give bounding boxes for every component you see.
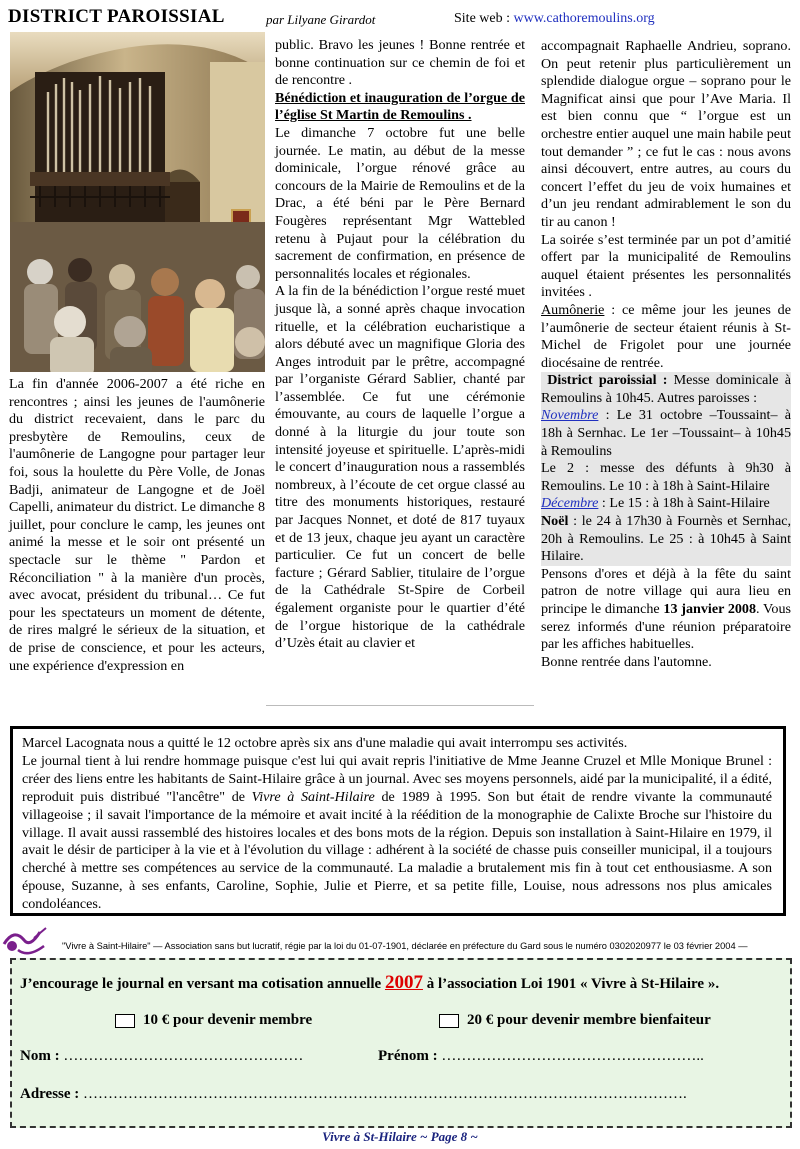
closing-line: Bonne rentrée dans l'automne. (541, 653, 712, 670)
nom-dots[interactable]: ………………………………………… (63, 1048, 304, 1064)
obituary-body (22, 753, 772, 914)
association-legal-line: "Vivre à Saint-Hilaire" — Association sans but lucratif, régie par la loi du 01-07-1901, déclarée en préfecture du Gard sous le numéro 0302020977 le 03 février 2004 — (62, 941, 748, 951)
option-member[interactable] (115, 1012, 312, 1029)
column-1 (9, 376, 265, 675)
benefactor-checkbox[interactable] (439, 1014, 459, 1028)
obituary-box (10, 726, 786, 916)
form-year: 2007 (384, 972, 423, 993)
nom-field[interactable] (20, 1048, 303, 1065)
journal-name: Vivre à Saint-Hilaire (251, 788, 375, 805)
organ-paragraph-1: Le dimanche 7 octobre fut une belle journée. Le matin, au début de la messe dominicale, l’orgue rénové grâce au concours de la Mairie de Remoulins et de la Drac, a été béni par le Père Bernard Fougères représentant Mgr Wattebled retenu à Pujaut pour la célébration du sacrement de confirmation, en présence de personnalités locales et régionales. (275, 124, 525, 282)
column-2 (275, 37, 525, 653)
decembre-text: : Le 15 : à 18h à Saint-Hilaire (598, 495, 770, 512)
novembre-link[interactable]: Novembre (541, 407, 599, 424)
noel-text: : le 24 à 17h30 à Fournès et Sernhac, 20h à Remoulins. Le 25 : à 10h45 à Saint Hilaire. (541, 513, 791, 565)
website-link[interactable]: www.cathoremoulins.org (513, 11, 655, 26)
patron-text-1: Pensons d'ores et déjà à la fête du saint patron de notre village qui aura lieu en principe le dimanche (541, 565, 791, 617)
obituary-text (22, 735, 772, 914)
prenom-label: Prénom : (378, 1048, 442, 1064)
patron-date: 13 janvier 2008 (663, 601, 757, 617)
district-label: District paroissial : (547, 372, 668, 389)
association-logo-icon (0, 924, 50, 960)
organ-photo-image (10, 32, 265, 372)
nom-label: Nom : (20, 1048, 64, 1064)
concert-paragraph: accompagnait Raphaelle Andrieu, soprano. On peut retenir plus particulièrement un splendide dialogue orgue – soprano pour le Magnificat ainsi que pour l’Ave Maria. Il est bien connu que “ l’orgue est un orchestre entier auquel une main habile peut tout demander ” ; ce fut le cas : nous avons ainsi découvert, entre autres, au cours du concert l’effet du jeu de voix humaines et d’un jeu rendant admirablement le son du tir au canon ! (541, 38, 791, 230)
prenom-field[interactable] (378, 1048, 704, 1065)
patron-text-2: . Vous serez informés d'une réunion préparatoire par les affiches habituelles. (541, 601, 791, 653)
logo-graphic (0, 924, 50, 960)
column-3 (541, 38, 791, 671)
le2-text: Le 2 : messe des défunts à 9h30 à Remoulins. Le 10 : à 18h à Saint-Hilaire (541, 460, 791, 494)
page-footer: Vivre à St-Hilaire ~ Page 8 ~ (322, 1129, 478, 1144)
website-label: Site web : (454, 11, 514, 26)
form-headline-b: à l’association Loi 1901 « Vivre à St-Hilaire ». (422, 976, 720, 992)
aumonerie-paragraph (541, 302, 791, 372)
novembre-text: : Le 31 octobre –Toussaint– à 18h à Sernhac. Le 1er –Toussaint– à 10h45 à Remoulins (541, 407, 791, 459)
option-benefactor[interactable] (439, 1012, 711, 1029)
noel-label: Noël (541, 513, 569, 530)
mass-schedule (541, 372, 791, 566)
organ-photo (10, 32, 265, 372)
organ-heading: Bénédiction et inauguration de l’orgue de l’église St Martin de Remoulins . (275, 89, 525, 124)
obituary-body-b: de 1989 à 1995. Son but était de rendre vivante la communauté villageoise ; il savait l'importance de la mémoire et avait incité à la réédition de la monographie de Calixte Broche sur l'histoire du village. Il avait aussi rassemblé des histoires locales et des bons mots de la région. Depuis son installation à Saint-Hilaire en 1979, il avait le désir de participer à la vie et à l'évolution du village : adhérent à la société de chasse puis conseiller municipal, il a toujours cherché à mettre ses compétences au service de la communauté. La maladie a brutalement mis fin à tout cet enthousiasme. A son épouse, Suzanne, à ses enfants, Caroline, Sophie, Julie et Pierre, et sa petite fille, Louise, nous adressons nos plus amicales condoléances. (22, 788, 772, 913)
option-benefactor-label: 20 € pour devenir membre bienfaiteur (467, 1012, 711, 1028)
decembre-link[interactable]: Décembre (541, 495, 599, 512)
website-line (454, 11, 655, 27)
adresse-dots[interactable]: …………………………………………………………………………………………………………. (83, 1086, 687, 1102)
form-headline (20, 972, 719, 994)
patron-feast-paragraph (541, 566, 791, 654)
page-title: DISTRICT PAROISSIAL (8, 6, 225, 27)
adresse-field[interactable] (20, 1086, 687, 1103)
aumonerie-label: Aumônerie (541, 301, 605, 318)
prenom-dots[interactable]: …………………………………………….. (441, 1048, 704, 1064)
aumonerie-text: : ce même jour les jeunes de l’aumônerie de secteur étaient réunis à St-Michel de Frigolet pour une journée diocésaine de rentrée. (541, 301, 791, 371)
member-checkbox[interactable] (115, 1014, 135, 1028)
author-byline: par Lilyane Girardot (266, 12, 376, 27)
obituary-line-1: Marcel Lacognata nous a quitté le 12 octobre après six ans d'une maladie qui avait interrompu ses activités. (22, 735, 628, 751)
aumonerie-camp-paragraph: La fin d'année 2006-2007 a été riche en rencontres ; ainsi les jeunes de l'aumônerie du district recevaient, dans le parc du presbytère de Remoulins, ceux de l'aumônerie de Langogne pour partager leur foi, sous la houlette du Père Volle, de Jonas Badji, animateur de Langogne et de Joël Capelli, animateur du district. Le dimanche 8 juillet, pour conclure le camp, les jeunes ont animé la messe et le soir ont présenté un spectacle sur le thème " Pardon et Réconciliation " à la manière d'un procès, avec avocat, président du tribunal… Ce fut pour les spectateurs un moment de détente, de rires malgré le sérieux de la situation, et de prise de conscience, et pour les acteurs, une expérience d'expression en (9, 376, 265, 674)
organ-paragraph-2: A la fin de la bénédiction l’orgue resté muet jusque là, a sonné après chaque invocation rituelle, et la célébration eucharistique a alors débuté avec un magnifique Gloria des Anges introduit par le prêtre, accompagné par l’organiste Gérard Sablier, chanté par l’assemblée. Ce fut une cérémonie émouvante, au cours de laquelle l’orgue a donné à la liturgie du jour toute son intensité joyeuse et spirituelle. L’après-midi le concert d’inauguration nous a rassemblés nombreux, à l’écoute de cet orgue classé au titre des monuments historiques, restauré par Jacques Nonnet, et doté de 817 tuyaux et de 13 jeux, chaque jeu ayant un caractère particulier. Ce fut un concert de belle facture ; Gérard Sablier, titulaire de l’orgue de la Cathédrale St-Spire de Corbeil également organiste pour le quartier d’été de l’orgue historique de la cathédrale d’Uzès était au clavier et (275, 283, 525, 652)
col2-intro: public. Bravo les jeunes ! Bonne rentrée et bonne continuation sur ce chemin de foi et de rencontre . (275, 37, 525, 89)
obituary-body-a: Le journal tient à lui rendre hommage puisque c'est lui qui avait repris l'initiative de Mme Jeanne Cruzel et Mlle Monique Brunel : créer des liens entre les habitants de Saint-Hilaire grâce à un journal. Avec ses moyens personnels, aidé par la municipalité, il a édité, reproduit puis distribué "l'ancêtre" de (22, 752, 772, 805)
district-text: Messe dominicale à Remoulins à 10h45. Autres paroisses : (541, 372, 791, 406)
membership-form (10, 958, 792, 1128)
form-headline-a: J’encourage le journal en versant ma cotisation annuelle (20, 976, 385, 992)
option-member-label: 10 € pour devenir membre (143, 1012, 313, 1028)
reception-paragraph: La soirée s’est terminée par un pot d’amitié offert par la municipalité de Remoulins auquel étaient présentes les personnalités invitées . (541, 231, 791, 301)
adresse-label: Adresse : (20, 1086, 84, 1102)
